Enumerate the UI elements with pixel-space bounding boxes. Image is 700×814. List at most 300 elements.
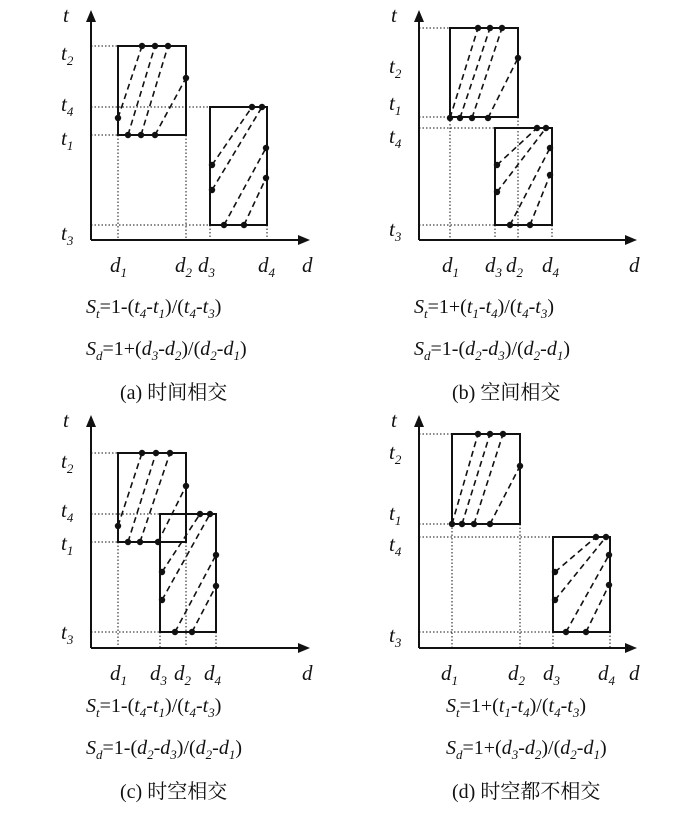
t-tick-label bbox=[61, 449, 74, 476]
sample-point bbox=[543, 125, 549, 131]
formula-sd-token: - bbox=[216, 338, 224, 360]
formula-sd-token: - bbox=[518, 737, 525, 759]
d-axis-arrow bbox=[625, 643, 637, 653]
t-tick-label-base: t bbox=[389, 440, 395, 464]
formula-sd-token: d bbox=[218, 737, 229, 759]
d-tick-label-base: d bbox=[204, 661, 215, 685]
sample-point bbox=[547, 172, 553, 178]
d-tick-label-base: d bbox=[441, 661, 452, 685]
trajectory-segment bbox=[128, 453, 156, 542]
d-tick-label-base: d bbox=[508, 661, 519, 685]
trajectory-segment bbox=[586, 585, 609, 632]
formula-st-token: S bbox=[86, 695, 96, 717]
d-tick-label-base: d bbox=[110, 253, 121, 277]
sample-point bbox=[152, 43, 158, 49]
sample-point bbox=[189, 629, 195, 635]
formula-sd-token: 2 bbox=[475, 348, 482, 363]
sample-point bbox=[527, 222, 533, 228]
t-tick-label bbox=[389, 440, 402, 467]
formula-st bbox=[86, 296, 221, 321]
sample-point bbox=[494, 189, 500, 195]
d-tick-label-sub: 1 bbox=[120, 265, 127, 280]
sample-point bbox=[552, 569, 558, 575]
trajectory-segment bbox=[555, 537, 596, 572]
formula-st-token: - bbox=[478, 296, 486, 318]
sample-point bbox=[183, 75, 189, 81]
d-tick-label-sub: 3 bbox=[553, 673, 560, 688]
formula-sd-token: - bbox=[212, 737, 219, 759]
t-tick-label bbox=[61, 221, 74, 248]
sample-point bbox=[159, 597, 165, 603]
formula-sd bbox=[446, 737, 607, 762]
formula-st-token: 3 bbox=[572, 705, 580, 720]
d-tick-label-base: d bbox=[485, 253, 496, 277]
formula-sd-token: )/( bbox=[176, 737, 196, 759]
t-tick-label-sub: 1 bbox=[66, 138, 74, 153]
panel-caption: (c) 时空相交 bbox=[120, 781, 228, 803]
sample-point bbox=[167, 450, 173, 456]
sample-point bbox=[552, 597, 558, 603]
formula-sd-token: d bbox=[160, 737, 171, 759]
t-tick-label-sub: 3 bbox=[66, 632, 74, 647]
sample-point bbox=[125, 132, 131, 138]
trajectory-segment bbox=[497, 128, 546, 192]
formula-sd-token: d bbox=[424, 348, 431, 363]
formula-sd-token: )/( bbox=[541, 737, 561, 759]
sample-point bbox=[475, 431, 481, 437]
formula-st-token: 1 bbox=[472, 306, 479, 321]
t-tick-label bbox=[389, 91, 401, 118]
formula-sd-token: 1 bbox=[233, 348, 240, 363]
formula-st-token: t bbox=[96, 705, 100, 720]
t-tick-label bbox=[389, 54, 402, 81]
d-tick-label-sub: 3 bbox=[208, 265, 215, 280]
formula-sd-token: =1-( bbox=[102, 737, 138, 759]
formula-st-token: S bbox=[86, 296, 96, 318]
sample-point bbox=[603, 534, 609, 540]
formula-st-token: t bbox=[152, 296, 159, 318]
t-tick-label bbox=[61, 498, 74, 525]
formula-st-token: ) bbox=[214, 296, 222, 318]
d-tick-label bbox=[258, 253, 276, 280]
d-axis-label: d bbox=[302, 253, 313, 277]
sample-point bbox=[139, 43, 145, 49]
formula-st-token: t bbox=[516, 296, 523, 318]
sample-point bbox=[213, 583, 219, 589]
formula-sd-token: ) bbox=[563, 338, 571, 360]
t-tick-label bbox=[61, 92, 74, 119]
d-tick-label-sub: 1 bbox=[451, 673, 458, 688]
sample-point bbox=[449, 521, 455, 527]
d-tick-label-base: d bbox=[110, 661, 121, 685]
formula-sd-token: - bbox=[158, 338, 165, 360]
trajectory-segment bbox=[244, 178, 266, 225]
formula-st-token: =1-( bbox=[99, 695, 135, 717]
trajectory-segment bbox=[212, 107, 252, 165]
formula-sd-token: S bbox=[86, 338, 96, 360]
t-tick-label-sub: 2 bbox=[394, 452, 402, 467]
t-tick-label-base: t bbox=[389, 217, 395, 241]
t-tick-label-base: t bbox=[389, 91, 395, 115]
formula-sd-token: d bbox=[195, 737, 206, 759]
d-tick-label-sub: 2 bbox=[184, 673, 191, 688]
sample-point bbox=[487, 431, 493, 437]
formula-sd bbox=[86, 338, 247, 363]
d-tick-label bbox=[110, 253, 127, 280]
trajectory-box bbox=[160, 514, 216, 632]
formula-sd-token: d bbox=[223, 338, 234, 360]
formula-st-token: t bbox=[152, 695, 159, 717]
trajectory-segment bbox=[155, 78, 186, 135]
sample-point bbox=[563, 629, 569, 635]
d-tick-label-base: d bbox=[198, 253, 209, 277]
sample-point bbox=[172, 629, 178, 635]
panel-d bbox=[389, 408, 640, 803]
sample-point bbox=[241, 222, 247, 228]
trajectory-segment bbox=[566, 555, 609, 632]
sample-point bbox=[221, 222, 227, 228]
formula-sd-token: 1 bbox=[556, 348, 564, 363]
trajectory-segment bbox=[488, 58, 518, 118]
d-axis-arrow bbox=[298, 643, 310, 653]
t-tick-label bbox=[389, 217, 402, 244]
formula-sd-token: 2 bbox=[570, 747, 577, 762]
formula-st-token: t bbox=[202, 296, 209, 318]
formula-st-token: 4 bbox=[139, 306, 147, 321]
formula-st-token: 4 bbox=[189, 705, 196, 720]
formula-st-token: - bbox=[146, 695, 153, 717]
formula-st-token: ) bbox=[579, 695, 586, 717]
formula-st-token: )/( bbox=[497, 296, 517, 318]
sample-point bbox=[139, 450, 145, 456]
sample-point bbox=[500, 431, 506, 437]
t-axis-label: t bbox=[391, 3, 397, 27]
formula-sd-token: 2 bbox=[174, 348, 182, 363]
d-tick-label-sub: 2 bbox=[185, 265, 192, 280]
formula-sd-token: 3 bbox=[170, 747, 177, 762]
formula-st-token: t bbox=[485, 296, 492, 318]
t-tick-label-base: t bbox=[61, 449, 67, 473]
sample-point bbox=[259, 104, 265, 110]
formula-sd-token: 2 bbox=[534, 747, 542, 762]
t-tick-label-sub: 1 bbox=[394, 513, 402, 528]
formula-st bbox=[414, 296, 554, 321]
sample-point bbox=[457, 115, 463, 121]
formula-st-token: - bbox=[528, 296, 536, 318]
trajectory-segment bbox=[462, 434, 490, 524]
d-axis-arrow bbox=[298, 235, 310, 245]
d-tick-label-base: d bbox=[258, 253, 269, 277]
formula-sd-token: 3 bbox=[498, 348, 505, 363]
sample-point bbox=[547, 145, 553, 151]
formula-st-token: t bbox=[96, 306, 100, 321]
sample-point bbox=[475, 25, 481, 31]
sample-point bbox=[494, 162, 500, 168]
t-tick-label-sub: 2 bbox=[394, 66, 402, 81]
t-tick-label-sub: 1 bbox=[394, 103, 402, 118]
formula-sd-token: 1 bbox=[593, 747, 600, 762]
d-tick-label-sub: 3 bbox=[495, 265, 502, 280]
d-tick-label-sub: 1 bbox=[120, 673, 127, 688]
d-tick-label bbox=[508, 661, 526, 688]
formula-sd-token: - bbox=[576, 737, 584, 759]
d-axis-label: d bbox=[629, 253, 640, 277]
sample-point bbox=[159, 569, 165, 575]
formula-st-token: t bbox=[535, 296, 541, 318]
formula-st-token: 4 bbox=[139, 705, 147, 720]
sample-point bbox=[485, 115, 491, 121]
trajectory-box bbox=[210, 107, 267, 225]
formula-sd-token: d bbox=[583, 737, 594, 759]
formula-st-token: 4 bbox=[523, 705, 530, 720]
formula-st-token: t bbox=[183, 296, 190, 318]
formula-st-token: t bbox=[134, 296, 140, 318]
d-tick-label bbox=[198, 253, 216, 280]
formula-sd-token: - bbox=[481, 338, 489, 360]
panel-caption: (b) 空间相交 bbox=[452, 382, 561, 404]
formula-sd-token: d bbox=[164, 338, 175, 360]
sample-point bbox=[155, 539, 161, 545]
formula-st-token: 4 bbox=[491, 306, 498, 321]
d-tick-label-base: d bbox=[598, 661, 609, 685]
formula-sd-token: )/( bbox=[504, 338, 524, 360]
formula-sd-token: =1+( bbox=[102, 338, 142, 360]
formula-sd-token: )/( bbox=[181, 338, 201, 360]
d-tick-label-sub: 4 bbox=[608, 673, 615, 688]
t-tick-label-base: t bbox=[389, 532, 395, 556]
t-tick-label-base: t bbox=[389, 54, 395, 78]
d-tick-label-base: d bbox=[150, 661, 161, 685]
t-tick-label bbox=[61, 620, 74, 647]
t-axis-label: t bbox=[391, 408, 397, 432]
trajectory-segment bbox=[490, 466, 520, 524]
sample-point bbox=[183, 483, 189, 489]
d-tick-label-base: d bbox=[442, 253, 453, 277]
formula-st-token: =1-( bbox=[99, 296, 135, 318]
t-tick-label bbox=[389, 532, 402, 559]
formula-st-token: - bbox=[510, 695, 518, 717]
panel-c bbox=[61, 408, 313, 803]
t-tick-label-sub: 4 bbox=[66, 104, 74, 119]
panel-a bbox=[61, 3, 313, 404]
t-tick-label bbox=[61, 41, 74, 68]
trajectory-segment bbox=[472, 28, 502, 118]
formula-st-token: t bbox=[134, 695, 140, 717]
t-tick-label-base: t bbox=[61, 221, 67, 245]
t-tick-label-sub: 4 bbox=[394, 544, 402, 559]
formula-st-token: )/( bbox=[165, 695, 184, 717]
formula-sd-token: 1 bbox=[228, 747, 236, 762]
formula-st-token: S bbox=[446, 695, 456, 717]
panel-caption: (d) 时空都不相交 bbox=[452, 781, 601, 803]
sample-point bbox=[447, 115, 453, 121]
d-tick-label-base: d bbox=[174, 661, 185, 685]
formula-sd-token: d bbox=[524, 737, 535, 759]
formula-sd-token: 2 bbox=[147, 747, 154, 762]
formula-st-token: - bbox=[195, 296, 203, 318]
d-tick-label bbox=[485, 253, 503, 280]
sample-point bbox=[209, 162, 215, 168]
formula-st-token: =1+( bbox=[427, 296, 467, 318]
d-tick-label-sub: 2 bbox=[516, 265, 523, 280]
d-tick-label-base: d bbox=[175, 253, 186, 277]
trajectory-box bbox=[118, 46, 186, 135]
formula-st-token: =1+( bbox=[459, 695, 499, 717]
d-tick-label bbox=[442, 253, 459, 280]
sample-point bbox=[487, 521, 493, 527]
formula-sd-token: d bbox=[488, 338, 499, 360]
d-tick-label-sub: 4 bbox=[552, 265, 559, 280]
sample-point bbox=[263, 175, 269, 181]
formula-sd-token: ) bbox=[599, 737, 607, 759]
sample-point bbox=[249, 104, 255, 110]
d-tick-label-base: d bbox=[542, 253, 553, 277]
formula-st-token: t bbox=[548, 695, 555, 717]
t-tick-label-base: t bbox=[61, 620, 67, 644]
formula-st bbox=[446, 695, 586, 720]
t-tick-label-sub: 2 bbox=[66, 461, 74, 476]
t-axis-label: t bbox=[63, 408, 69, 432]
formula-sd-token: d bbox=[465, 338, 476, 360]
t-axis-label: t bbox=[63, 3, 69, 27]
t-tick-label-base: t bbox=[61, 531, 67, 555]
sample-point bbox=[165, 43, 171, 49]
t-tick-label-base: t bbox=[61, 92, 67, 116]
formula-st-token: S bbox=[414, 296, 424, 318]
formula-sd-token: d bbox=[96, 348, 103, 363]
formula-sd-token: ) bbox=[235, 737, 243, 759]
panel-caption: (a) 时间相交 bbox=[120, 382, 228, 404]
formula-sd-token: d bbox=[141, 338, 152, 360]
formula-sd-token: ) bbox=[239, 338, 247, 360]
trajectory-segment bbox=[530, 175, 550, 225]
trajectory-segment bbox=[497, 128, 537, 165]
formula-sd-token: 2 bbox=[205, 747, 213, 762]
formula-sd-token: - bbox=[153, 737, 161, 759]
formula-st-token: 4 bbox=[189, 306, 196, 321]
t-tick-label-sub: 1 bbox=[66, 543, 74, 558]
formula-sd bbox=[414, 338, 570, 363]
t-axis-arrow bbox=[414, 10, 424, 22]
sample-point bbox=[606, 552, 612, 558]
formula-sd-token: =1+( bbox=[462, 737, 502, 759]
formula-sd-token: 2 bbox=[210, 348, 217, 363]
formula-st-token: t bbox=[183, 695, 190, 717]
sample-point bbox=[213, 552, 219, 558]
sample-point bbox=[499, 25, 505, 31]
t-tick-label bbox=[61, 126, 73, 153]
formula-st-token: - bbox=[146, 296, 153, 318]
formula-sd-token: d bbox=[137, 737, 148, 759]
formula-st-token: t bbox=[424, 306, 428, 321]
sample-point bbox=[207, 511, 213, 517]
d-tick-label-sub: 4 bbox=[268, 265, 275, 280]
sample-point bbox=[125, 539, 131, 545]
t-tick-label bbox=[389, 501, 401, 528]
formula-st-token: 3 bbox=[208, 705, 215, 720]
d-tick-label bbox=[598, 661, 616, 688]
sample-point bbox=[471, 521, 477, 527]
formula-st-token: t bbox=[202, 695, 209, 717]
d-axis-arrow bbox=[625, 235, 637, 245]
t-axis-arrow bbox=[86, 415, 96, 427]
d-tick-label bbox=[175, 253, 193, 280]
formula-sd-token: 2 bbox=[533, 348, 541, 363]
t-tick-label-base: t bbox=[61, 41, 67, 65]
d-tick-label bbox=[542, 253, 560, 280]
sample-point bbox=[517, 463, 523, 469]
sample-point bbox=[115, 523, 121, 529]
formula-sd-token: d bbox=[560, 737, 571, 759]
t-tick-label bbox=[389, 623, 402, 650]
t-tick-label-sub: 2 bbox=[66, 53, 74, 68]
d-tick-label bbox=[110, 661, 127, 688]
formula-sd-token: S bbox=[86, 737, 96, 759]
t-tick-label-sub: 4 bbox=[394, 136, 402, 151]
sample-point bbox=[152, 132, 158, 138]
sample-point bbox=[197, 511, 203, 517]
sample-point bbox=[137, 539, 143, 545]
formula-st-token: t bbox=[517, 695, 524, 717]
formula-sd-token: =1-( bbox=[430, 338, 466, 360]
formula-st-token: ) bbox=[547, 296, 554, 318]
d-tick-label-sub: 4 bbox=[214, 673, 221, 688]
formula-sd-token: d bbox=[546, 338, 557, 360]
d-tick-label bbox=[204, 661, 222, 688]
t-tick-label-base: t bbox=[61, 126, 67, 150]
formula-st-token: - bbox=[195, 695, 203, 717]
sample-point bbox=[459, 521, 465, 527]
t-tick-label-sub: 3 bbox=[394, 229, 402, 244]
formula-st-token: )/( bbox=[165, 296, 184, 318]
t-tick-label-sub: 3 bbox=[66, 233, 74, 248]
d-tick-label bbox=[543, 661, 561, 688]
formula-st-token: t bbox=[567, 695, 573, 717]
formula-sd-token: 3 bbox=[151, 348, 159, 363]
sample-point bbox=[507, 222, 513, 228]
formula-sd-token: d bbox=[501, 737, 512, 759]
d-tick-label-sub: 2 bbox=[518, 673, 525, 688]
formula-sd-token: d bbox=[523, 338, 534, 360]
formula-sd-token: - bbox=[540, 338, 547, 360]
d-axis-label: d bbox=[629, 661, 640, 685]
formula-st-token: 1 bbox=[158, 306, 166, 321]
sample-point bbox=[115, 115, 121, 121]
formula-sd-token: d bbox=[96, 747, 103, 762]
t-tick-label bbox=[389, 124, 402, 151]
trajectory-segment bbox=[474, 434, 503, 524]
formula-st-token: - bbox=[560, 695, 568, 717]
t-tick-label-base: t bbox=[389, 124, 395, 148]
sample-point bbox=[534, 125, 540, 131]
t-tick-label-base: t bbox=[389, 501, 395, 525]
trajectory-box bbox=[553, 537, 610, 632]
sample-point bbox=[263, 145, 269, 151]
panel-b bbox=[389, 3, 640, 404]
t-tick-label bbox=[61, 531, 73, 558]
trajectory-segment bbox=[510, 148, 550, 225]
d-tick-label-sub: 3 bbox=[160, 673, 167, 688]
formula-st-token: 4 bbox=[554, 705, 561, 720]
trajectory-segment bbox=[141, 46, 168, 135]
d-tick-label-sub: 1 bbox=[452, 265, 459, 280]
formula-st-token: t bbox=[466, 296, 473, 318]
trajectory-box bbox=[450, 28, 518, 117]
sample-point bbox=[606, 582, 612, 588]
trajectory-segment bbox=[460, 28, 490, 118]
sample-point bbox=[487, 25, 493, 31]
d-tick-label-base: d bbox=[543, 661, 554, 685]
